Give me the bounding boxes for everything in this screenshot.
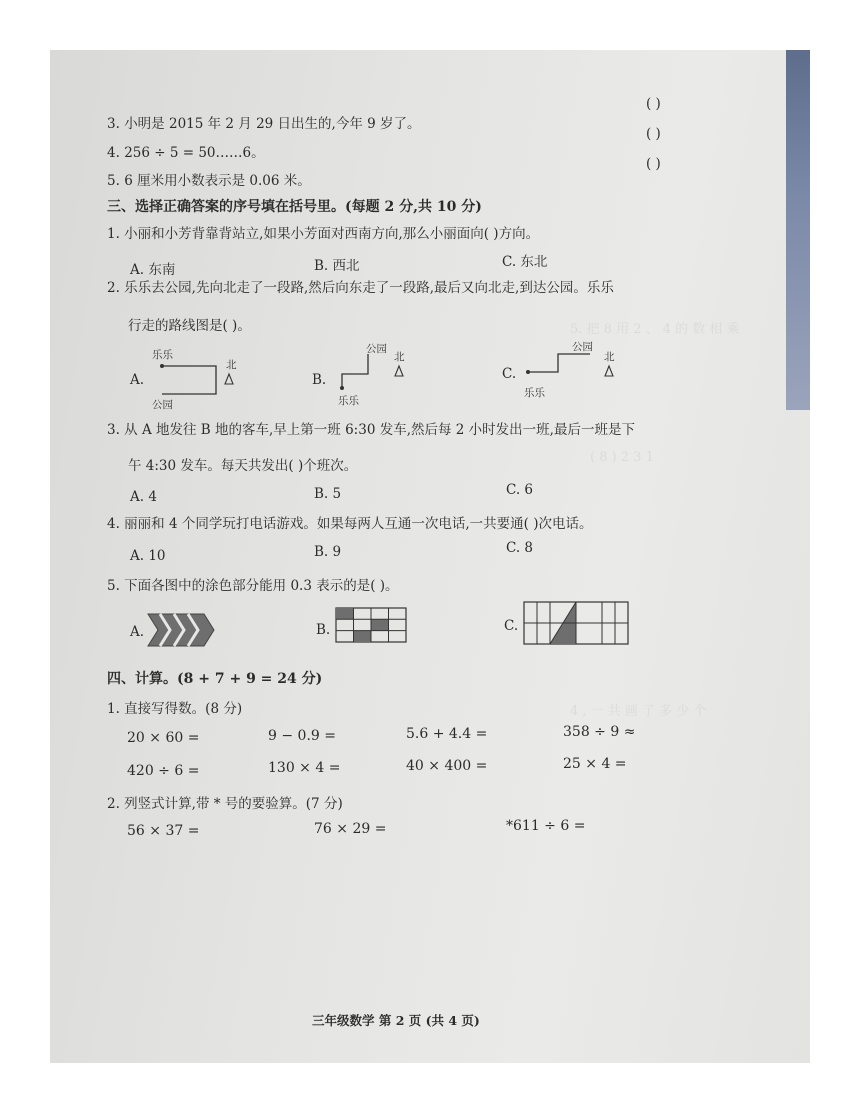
grid-figure-b [334, 606, 410, 646]
question-4-1: 1. 直接写得数。(8 分) [107, 701, 243, 717]
route-diagram-a [146, 346, 256, 412]
calc-item: 130 × 4 = [268, 760, 341, 776]
route-diagram-c [518, 338, 628, 404]
label-north: 北 [226, 359, 237, 371]
option-b[interactable]: B. 9 [314, 544, 342, 560]
calc-item: 56 × 37 = [127, 823, 200, 839]
question-3-4: 4. 丽丽和 4 个同学玩打电话游戏。如果每两人互通一次电话,一共要通( )次电话。 [107, 516, 593, 532]
answer-paren-5[interactable]: ( ) [646, 156, 661, 172]
question-3-2-line1: 2. 乐乐去公园,先向北走了一段路,然后向东走了一段路,最后又向北走,到达公园。乐乐 [107, 280, 614, 296]
tf-item-3: 3. 小明是 2015 年 2 月 29 日出生的,今年 9 岁了。 [107, 116, 421, 132]
option-b-letter[interactable]: B. [312, 372, 327, 388]
calc-item: 20 × 60 = [127, 730, 200, 746]
option-c[interactable]: C. 6 [506, 482, 534, 498]
north-arrow-icon [605, 366, 613, 376]
question-3-3-line1: 3. 从 A 地发往 B 地的客车,早上第一班 6:30 发车,然后每 2 小时发出一班,最后一班是下 [107, 422, 635, 438]
question-4-2: 2. 列竖式计算,带 * 号的要验算。(7 分) [107, 796, 343, 812]
page-footer: 三年级数学 第 2 页 (共 4 页) [312, 1013, 480, 1028]
calc-item: 420 ÷ 6 = [127, 763, 200, 779]
option-b[interactable]: B. 5 [314, 486, 342, 502]
tf-item-5: 5. 6 厘米用小数表示是 0.06 米。 [107, 173, 311, 189]
option-a-letter[interactable]: A. [130, 624, 145, 640]
option-b[interactable]: B. 西北 [314, 258, 360, 274]
grid-figure-c [522, 600, 632, 648]
label-lele: 乐乐 [524, 387, 545, 399]
chevron-figure-a [146, 610, 218, 650]
label-park: 公园 [366, 343, 387, 355]
question-3-5: 5. 下面各图中的涂色部分能用 0.3 表示的是( )。 [107, 578, 399, 594]
calc-item: 25 × 4 = [563, 756, 627, 772]
label-park: 公园 [152, 399, 173, 411]
route-diagram-b [328, 338, 408, 410]
option-c[interactable]: C. 东北 [502, 254, 548, 270]
section-title-choice: 三、选择正确答案的序号填在括号里。(每题 2 分,共 10 分) [107, 199, 482, 215]
label-north: 北 [604, 351, 615, 363]
bleed-through-text: ( 8 ) 2 3 1 [590, 450, 654, 465]
option-c[interactable]: C. 8 [506, 540, 534, 556]
section-title-calc: 四、计算。(8 + 7 + 9 = 24 分) [107, 671, 323, 687]
calc-item: 358 ÷ 9 ≈ [563, 724, 636, 740]
tf-item-4: 4. 256 ÷ 5 = 50……6。 [107, 145, 265, 161]
calc-item: 40 × 400 = [406, 758, 488, 774]
calc-item: 5.6 + 4.4 = [406, 726, 488, 742]
answer-paren-4[interactable]: ( ) [646, 126, 661, 142]
option-b-letter[interactable]: B. [316, 622, 331, 638]
question-3-3-line2: 午 4:30 发车。每天共发出( )个班次。 [128, 458, 358, 474]
question-3-1: 1. 小丽和小芳背靠背站立,如果小芳面对西南方向,那么小丽面向( )方向。 [107, 226, 540, 242]
north-arrow-icon [225, 374, 233, 384]
bleed-through-text: 4 , 一 共 画 了 多 少 个 [570, 704, 707, 719]
exam-page [50, 50, 810, 1063]
calc-item: 76 × 29 = [314, 821, 387, 837]
option-a-letter[interactable]: A. [130, 372, 145, 388]
answer-paren-3[interactable]: ( ) [646, 96, 661, 112]
exam-photo [50, 50, 810, 1063]
label-lele: 乐乐 [338, 395, 359, 407]
bleed-through-text: 5. 把 8 用 2 、 4 的 数 相 乘 [570, 322, 740, 337]
label-north: 北 [394, 351, 405, 363]
option-a[interactable]: A. 东南 [130, 262, 176, 278]
north-arrow-icon [395, 366, 403, 376]
option-c-letter[interactable]: C. [504, 618, 519, 634]
label-lele: 乐乐 [152, 349, 173, 361]
option-c-letter[interactable]: C. [502, 366, 517, 382]
calc-item: *611 ÷ 6 = [506, 818, 586, 834]
question-3-2-line2: 行走的路线图是( )。 [128, 318, 251, 334]
label-park: 公园 [572, 341, 593, 353]
calc-item: 9 − 0.9 = [268, 728, 336, 744]
option-a[interactable]: A. 10 [130, 548, 166, 564]
option-a[interactable]: A. 4 [130, 489, 157, 505]
